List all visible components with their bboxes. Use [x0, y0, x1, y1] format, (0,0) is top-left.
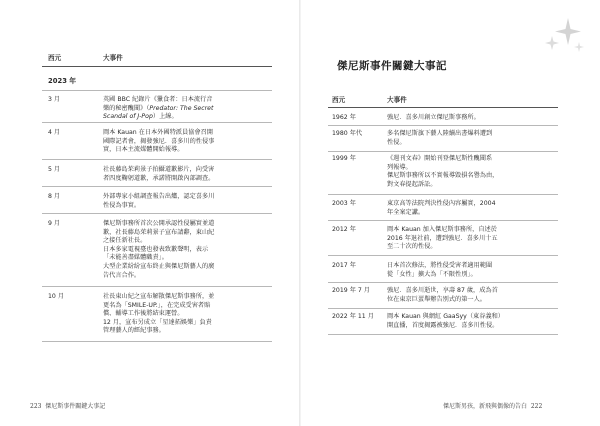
- row-event: 東京高等法院判決性侵內容屬實，2004 年全案定讞。: [387, 200, 496, 216]
- row-date: 3 月: [48, 96, 61, 103]
- row-event: 多名傑尼斯旗下藝人陸續出書爆料遭到 性侵。: [387, 130, 493, 146]
- chapter-title: 傑尼斯事件關鍵大事記: [337, 60, 447, 72]
- row-event: 外部專家小組調查報告出爐，認定喜多川 性侵為事實。: [103, 193, 215, 209]
- row-divider: [42, 213, 272, 214]
- row-divider: [328, 255, 558, 256]
- table-row: [48, 293, 273, 336]
- header-event: 大事件: [387, 96, 407, 104]
- row-event: 強尼．喜多川逝世，享壽 87 歲，成為首 位在東京巨蛋舉辦告別式的第一人。: [387, 287, 498, 303]
- year-label: 2023 年: [48, 77, 77, 85]
- row-divider: [328, 308, 558, 309]
- row-date: 2003 年: [332, 200, 356, 207]
- page-number: 223: [30, 403, 42, 410]
- row-event-text: 英國 BBC 紀錄片《獵食者：日本流行音 樂的秘密醜聞》（: [103, 96, 213, 112]
- row-date: 5 月: [48, 166, 61, 173]
- row-event-italic-title: Predator: The Secret Scandal of J-Pop: [103, 104, 214, 121]
- table-row: [332, 130, 557, 147]
- row-divider: [328, 220, 558, 221]
- row-date: 10 月: [48, 293, 65, 300]
- table-row: [332, 114, 557, 123]
- running-title: 傑尼斯男孩，新飛與偶像的告白: [443, 403, 528, 410]
- row-date: 1962 年: [332, 114, 356, 121]
- row-date: 8 月: [48, 193, 61, 200]
- row-event: 日本首次修法，將性侵受害者適用範圍 從「女性」擴大為「不限性別」。: [387, 262, 493, 278]
- row-date: 1999 年: [332, 155, 356, 162]
- row-divider: [328, 194, 558, 195]
- row-divider: [328, 282, 558, 283]
- row-divider: [42, 186, 272, 187]
- row-divider: [42, 159, 272, 160]
- table-row: [48, 96, 273, 122]
- row-event: 岡本 Kauan 在日本外國特派員協會召開 國際記者會，揭發強尼．喜多川的性侵事 實，日本主流媒體開始報導。: [103, 129, 215, 154]
- right-table-header: [332, 94, 552, 104]
- row-divider: [42, 286, 272, 287]
- row-divider: [42, 122, 272, 123]
- row-event: [103, 96, 273, 122]
- header-rule: [328, 107, 558, 108]
- row-divider: [328, 125, 558, 126]
- row-event: 強尼．喜多川創立傑尼斯事務所。: [387, 114, 480, 121]
- row-event-tail: ）上線。: [152, 113, 178, 121]
- book-gutter: [299, 0, 301, 426]
- row-event: 社長藤島茱莉景子拍攝道歉影片，向受害 者四度鞠躬道歉，承諾將開啟內部調查。: [103, 166, 215, 182]
- table-row: [48, 193, 273, 210]
- row-date: 2012 年: [332, 226, 356, 233]
- row-event: 岡本 Kauan 與網紅 GaaSyy（東谷義和） 開直播，首度揭露被強尼．喜多川性侵。: [387, 313, 504, 329]
- table-row: [332, 200, 557, 217]
- sparkle-icon: [538, 16, 586, 56]
- header-year: 西元: [48, 54, 62, 62]
- table-row: [332, 262, 557, 279]
- row-divider: [42, 90, 272, 91]
- row-event: 社長東山紀之宣布解散傑尼斯事務所，並 更名為「SMILE-UP.」，在完成受害者賠 償、輔導工作後將結束運營。 12 月，宣布另成立「星達拓娛樂」負責 管理藝人的經紀事務。: [103, 293, 215, 335]
- table-row: [332, 287, 557, 304]
- row-event: 傑尼斯事務所首次公開承認性侵屬實並道 歉，社長藤島茱莉景子宣布請辭，東山紀 之接任新社長。 日本多家電視臺也發表致歉聲明，表示 「未能善盡媒體職責」。 大型企業紛紛宣布終止與傑尼斯藝人的廣 告代言合作。: [103, 220, 215, 279]
- row-date: 2019 年 7 月: [332, 287, 370, 294]
- table-row: [48, 129, 273, 155]
- page-number: 222: [530, 403, 543, 410]
- row-divider: [42, 341, 272, 342]
- row-date: 9 月: [48, 220, 61, 227]
- left-table-header: [48, 52, 268, 62]
- header-rule: [42, 66, 272, 67]
- table-row: [48, 220, 273, 280]
- row-event: 《週刊文春》開始刊登傑尼斯性醜聞系 列報導。 傑尼斯事務所以不實報導毀損名譽為由， 對文春提起訴訟。: [387, 155, 499, 188]
- row-date: 2017 年: [332, 262, 356, 269]
- header-year: 西元: [332, 96, 346, 104]
- table-row: [332, 226, 557, 252]
- table-row: [48, 166, 273, 183]
- row-divider: [328, 151, 558, 152]
- row-date: 2022 年 11 月: [332, 313, 374, 320]
- row-event: 岡本 Kauan 加入傑尼斯事務所，自述於 2016 年退社前，遭到強尼．喜多川十五 至二十次的性侵。: [387, 226, 498, 251]
- running-title: 傑尼斯事件關鍵大事記: [45, 403, 106, 410]
- row-divider: [328, 334, 558, 335]
- table-row: [332, 313, 557, 330]
- row-date: 1980 年代: [332, 130, 363, 137]
- header-event: 大事件: [103, 54, 123, 62]
- left-folio: [30, 401, 105, 410]
- right-folio: [443, 401, 542, 410]
- table-row: [332, 155, 557, 189]
- row-date: 4 月: [48, 129, 61, 136]
